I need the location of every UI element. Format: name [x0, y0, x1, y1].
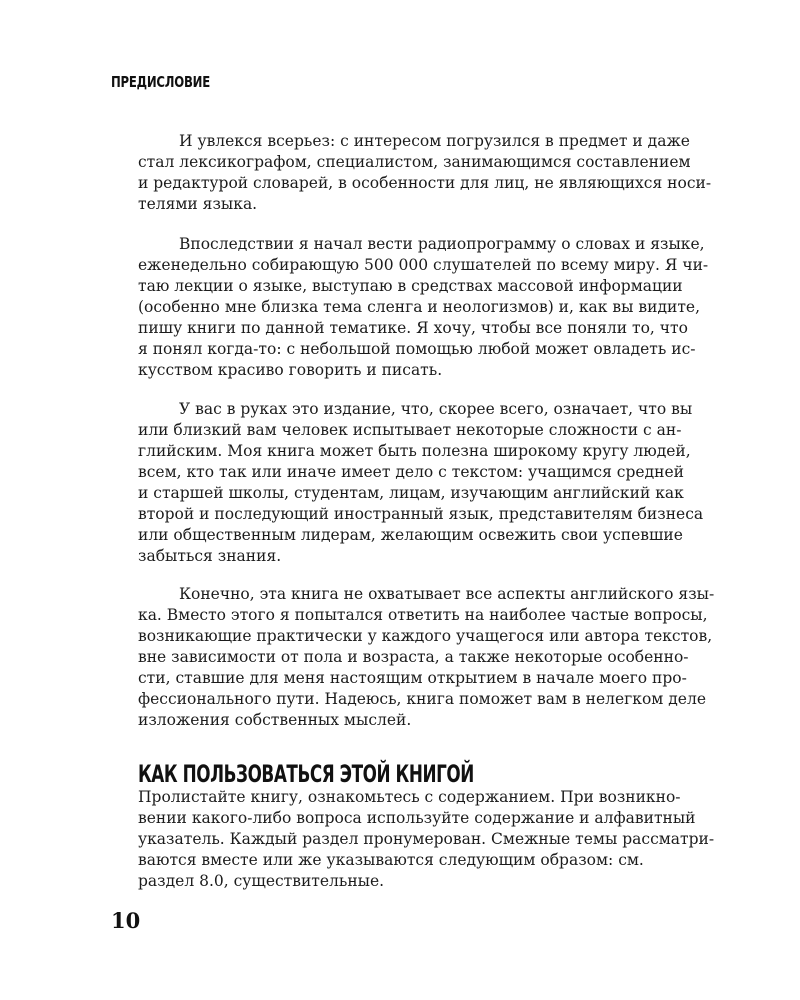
paragraph-4	[138, 584, 714, 731]
paragraph-line: ка. Вместо этого я попытался ответить на наиболее частые вопросы,	[138, 606, 708, 624]
paragraph-line: раздел 8.0, существительные.	[138, 872, 385, 890]
paragraph-line: указатель. Каждый раздел пронумерован. Смежные темы рассматри-	[138, 830, 715, 848]
paragraph-2	[138, 234, 708, 381]
paragraph-3	[138, 399, 703, 567]
paragraph-line: Пролистайте книгу, ознакомьтесь с содержанием. При возникно-	[138, 788, 681, 806]
paragraph-line: (особенно мне близка тема сленга и неологизмов) и, как вы видите,	[138, 298, 701, 316]
paragraph-line: возникающие практически у каждого учащегося или автора текстов,	[138, 627, 713, 645]
paragraph-line: Впоследствии я начал вести радиопрограмму о словах и языке,	[179, 235, 705, 253]
paragraph-line: стал лексикографом, специалистом, занимающимся составлением	[138, 153, 691, 171]
paragraph-line: второй и последующий иностранный язык, представителям бизнеса	[138, 505, 704, 523]
paragraph-line: сти, ставшие для меня настоящим открытием в начале моего про-	[138, 669, 687, 687]
paragraph-line: или близкий вам человек испытывает некоторые сложности с ан-	[138, 421, 682, 439]
paragraph-line: и редактурой словарей, в особенности для лиц, не являющихся носи-	[138, 174, 712, 192]
paragraph-line: или общественным лидерам, желающим освежить свои успевшие	[138, 526, 683, 544]
paragraph-line: вне зависимости от пола и возраста, а также некоторые особенно-	[138, 648, 689, 666]
section-paragraph	[138, 787, 714, 892]
paragraph-line: забыться знания.	[138, 547, 282, 565]
paragraph-line: вении какого-либо вопроса используйте содержание и алфавитный	[138, 809, 696, 827]
paragraph-line: всем, кто так или иначе имеет дело с текстом: учащимся средней	[138, 463, 684, 481]
paragraph-line: фессионального пути. Надеюсь, книга поможет вам в нелегком деле	[138, 690, 706, 708]
paragraph-line: ваются вместе или же указываются следующим образом: см.	[138, 851, 644, 869]
paragraph-line: кусством красиво говорить и писать.	[138, 361, 443, 379]
paragraph-line: пишу книги по данной тематике. Я хочу, чтобы все поняли то, что	[138, 319, 688, 337]
page-number: 10	[111, 908, 141, 933]
paragraph-line: И увлекся всерьез: с интересом погрузился в предмет и даже	[179, 132, 690, 150]
paragraph-line: телями языка.	[138, 195, 258, 213]
paragraph-line: изложения собственных мыслей.	[138, 711, 412, 729]
paragraph-line: глийским. Моя книга может быть полезна широкому кругу людей,	[138, 442, 691, 460]
paragraph-line: Конечно, эта книга не охватывает все аспекты английского язы-	[179, 585, 715, 603]
running-head: ПРЕДИСЛОВИЕ	[111, 73, 210, 91]
paragraph-1	[138, 131, 711, 215]
section-heading: КАК ПОЛЬЗОВАТЬСЯ ЭТОЙ КНИГОЙ	[138, 760, 474, 788]
paragraph-line: и старшей школы, студентам, лицам, изучающим английский как	[138, 484, 684, 502]
paragraph-line: таю лекции о языке, выступаю в средствах массовой информации	[138, 277, 683, 295]
paragraph-line: еженедельно собирающую 500 000 слушателей по всему миру. Я чи-	[138, 256, 709, 274]
paragraph-line: я понял когда-то: с небольшой помощью любой может овладеть ис-	[138, 340, 696, 358]
paragraph-line: У вас в руках это издание, что, скорее всего, означает, что вы	[179, 400, 693, 418]
